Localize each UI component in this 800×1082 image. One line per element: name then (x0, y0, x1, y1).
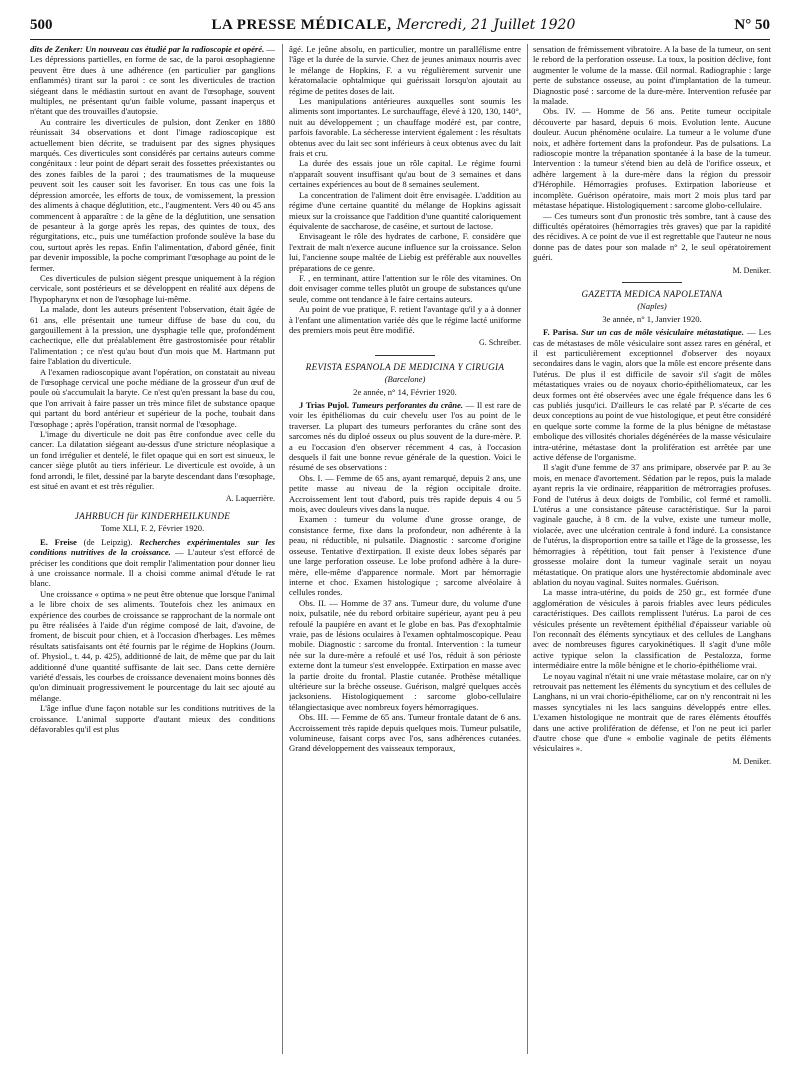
author-name: E. Freise (40, 536, 77, 547)
paragraph (30, 44, 275, 117)
section-divider (622, 282, 682, 283)
paragraph: Ces diverticules de pulsion siègent presque uniquement à la région cervicale, sont postérieurs et se développent en réalité aux dépens de l'hypopharynx et non de l'œsophage lui-même. (30, 272, 275, 304)
paragraph-text: — Il est rare de voir les épithéliomas du cuir chevelu user l'os au point de le traverser. La plupart des tumeurs perforantes du crâne sont des sarcomes nés du diploé osseux ou plus souvent de la dure-mère. P. a eu l'occasion d'en observer récemment 4 cas, à l'occasion desquels il fait une bonne revue générale de la question. Voici le résumé de ses observations : (289, 400, 521, 473)
paragraph: Il s'agit d'une femme de 37 ans primipare, observée par P. au 3e mois, en menace d'avortement. Sédation par le repos, puis la malade ayant repris la vie ordinaire, réapparition de métrorragies profuses. Fond de l'utérus à deux doigts de l'ombilic, col fermé et ramolli. L'utérus a une consistance pâteuse caractéristique. Sur la paroi vaginale gauche, à 8 cm. de la vulve, existe une tumeur molle, violacée, avec une ulcération centrale à fond induré. La consistance de l'utérus, la disproportion entre sa taille et l'âge de la grossesse, les hémorragies à répétition, tout fait penser à l'existence d'une grossesse molaire dont la tumeur vaginale serait un noyau métastatique. On pratique alors une hystérectomie abdominale avec ablation du noyau vaginal. Suites normales. Guérison. (533, 462, 771, 587)
header-rule (30, 39, 770, 40)
author-place: (de Leipzig). (76, 536, 140, 547)
column-divider (282, 44, 283, 1054)
article-title: Sur un cas de môle vésiculaire métastatique. (578, 327, 744, 338)
section-subtitle: 2e année, n° 14, Février 1920. (353, 386, 457, 397)
author-signature: M. Deniker. (732, 756, 771, 766)
paragraph: — Ces tumeurs sont d'un pronostic très sombre, tant à cause des difficultés opératoires (hémorragies très graves) que par la rapidité des récidives. A ce point de vue il est regrettable que l'auteur ne nous donne pas de dates pour son malade n° 2, le seul opératoirement guéri. (533, 210, 771, 263)
journal-title: LA PRESSE MÉDICALE, (211, 17, 392, 33)
paragraph: La durée des essais joue un rôle capital. Le régime fourni n'apparaît souvent insuffisant qu'au bout de 3 semaines et dans certaines expériences au bout de 8 semaines seulement. (289, 158, 521, 190)
paragraph: Le noyau vaginal n'était ni une vraie métastase molaire, car on n'y retrouvait pas nettement les éléments du syncytium et des cellules de Langhans, ni un vrai chorio-épithéliome, car on n'y rencontrait ni les masses syncytiales ni les lacs sanguins développés entre elles. L'examen histologique ne montrait que de rares éléments étouffés dans une active prolifération de défense, et l'on ne peut ici parler d'autre chose que d'une « embolie vaginale de petits éléments vésiculaires ». (533, 670, 771, 754)
paragraph: L'image du diverticule ne doit pas être confondue avec celle du cancer. La dilatation siégeant au-dessus d'une stricture néoplasique a un fond irrégulier et dentelé, le filet opaque qui en sort est sinueux, le cancer siège plutôt au tiers inférieur. Le diverticule est ovoïde, à un fond arrondi, le filet, dessiné par la baryte descendant dans l'œsophage, est situé en avant et est très régulier. (30, 429, 275, 492)
author-name: J Trias Pujol. (299, 400, 350, 410)
paragraph: La masse intra-utérine, du poids de 250 gr., est formée d'une agglomération de vésicules à parois friables avec leurs pédicules caractéristiques. Des caillots remplissent l'utérus. La paroi de ces vésicules présente un revêtement épithélial d'épaisseur variable où l'on reconnaît des éléments syncytiaux et des cellules de Langhans avec de nombreuses figures caryokinétiques. Il s'agit d'une môle active typique selon la classification de Pestalozza, forme intermédiaire entre la môle bénigne et le chorio-épithéliome vrai. (533, 587, 771, 671)
column-1 (30, 44, 275, 1064)
paragraph: Les manipulations antérieures auxquelles sont soumis les aliments sont importantes. Le surchauffage, élevé à 120, 130, 140°, nuit au développement ; un chauffage modéré est, par contre, parfois favorable. La sécheresse intervient également : les résultats obtenus avec du lait sec sont inférieurs à ceux obtenus avec du lait frais et cru. (289, 96, 521, 159)
paragraph: Obs. IV. — Homme de 56 ans. Petite tumeur occipitale découverte par hasard, depuis 6 mois. Evolution lente. Aucune douleur. Aucun phénomène oculaire. La tumeur a le volume d'une noix, et adhère fortement dans la profondeur. Pas de pulsations. La radioscopie montre la trépanation spontanée à la base de la tumeur. Intervention : la tumeur s'étend bien au delà de l'orifice osseux, et adhère largement à la dure-mère dans la région du pressoir d'Hérophile. Hémorragies profuses. Extirpation laborieuse et incomplète. Guérison opératoire, mais mort 2 mois plus tard par métastase hépatique. Histologiquement : sarcome globo-cellulaire. (533, 106, 771, 211)
section-subtitle: Tome XLI, F. 2, Février 1920. (100, 523, 205, 534)
paragraph (30, 537, 275, 589)
paragraph: La concentration de l'aliment doit être envisagée. L'addition au régime d'une certaine quantité du mélange de Hopkins agissait mieux sur la croissance que l'addition d'une quantité caloriquement équivalente de saccharose, de caséine, et surtout de lactose. (289, 189, 521, 231)
author-signature: A. Laquerrière. (225, 494, 275, 504)
section-title: JAHRBUCH für KINDERHEILKUNDE (74, 510, 231, 521)
paragraph: A l'examen radioscopique avant l'opération, on constatait au niveau de l'œsophage cervical une poche médiane de la grosseur d'un œuf de poule où s'accumulait la baryte. Ce n'est qu'en pressant la base du cou, que l'on arrivait à faire passer un très mince filet de substance opaque qui partant du bord antérieur et supérieur de la poche, toubait dans l'œsophage ; après l'opération, transit normal de l'œsophage. (30, 366, 275, 429)
paragraph-text: — Les dépressions partielles, en forme de sac, de la paroi œsophagienne peuvent être dues à une adhérence (en particulier par ganglions enflammés) tirant sur la paroi : ce sont les diverticules de traction siégeant dans le médiastin surtout en avant de l'œsophage, souvent multiples, ne présentant qu'un faible volume, passant inaperçus et n'étant que des trouvailles d'autopsie. (30, 44, 275, 117)
article-title: Tumeurs perforantes du crâne. (349, 400, 464, 410)
section-title: REVISTA ESPANOLA DE MEDICINA Y CIRUGIA (305, 361, 505, 372)
paragraph: Obs. II. — Homme de 37 ans. Tumeur dure, du volume d'une noix, pulsatile, née du rebord orbitaire supérieur, ayant peu à peu refoulé la paupière en avant et le globe en bas. Pas d'exophtalmie vraie, pas de lésions oculaires à l'examen ophtalmoscopique. Peau mobile. Diagnostic : sarcome du frontal. Intervention : la tumeur née sur la dure-mère a refoulé et usé l'os, réduit à son périoste externe dont la tumeur s'est enveloppée. Extirpation en masse avec la partie droite du frontal. Plastie cutanée. Prothèse métallique ultérieure sur la brèche osseuse. Guérison, malgré quelques accès jacksoniens. Histologiquement : sarcome globo-cellulaire télangiectasique avec nombreux foyers hémorragiques. (289, 597, 521, 712)
paragraph: Au point de vue pratique, F. retient l'avantage qu'il y a à donner à l'enfant une alimentation variée dès que le régime lacté uniforme des premiers mois peut être modifié. (289, 304, 521, 335)
paragraph: La malade, dont les auteurs présentent l'observation, était âgée de 61 ans, elle présentait une tumeur diffuse de base du cou, du gargouillement à la pression, une dysphagie telle que, profondément cachectique, elle dut préalablement être gastrostomisée pour rétablir l'alimentation ; ce n'est qu'au bout d'un mois que M. Hartmann put faire l'ablation du diverticule. (30, 304, 275, 367)
paragraph: F. , en terminant, attire l'attention sur le rôle des vitamines. On doit envisager comme telles plutôt un groupe de substances qu'une seule, comme ont tendance à le faire certains auteurs. (289, 272, 521, 304)
page-header (30, 14, 770, 36)
column-2 (289, 44, 521, 1064)
paragraph: Obs. III. — Femme de 65 ans. Tumeur frontale datant de 6 ans. Accroissement très rapide depuis quelques mois. Tumeur pulsatile, volumineuse, faisant corps avec l'os, sans adhérences cutanées. Grand développement des vaisseaux temporaux, (289, 712, 521, 754)
article-title: dits de Zenker: Un nouveau cas étudié par la radioscopie et opéré. (30, 44, 265, 54)
column-divider (527, 44, 528, 1054)
section-title: GAZETTA MEDICA NAPOLETANA (581, 288, 723, 299)
section-divider (375, 355, 435, 356)
section-city: (Naples) (637, 301, 667, 312)
author-signature: M. Deniker. (732, 265, 771, 275)
masthead (212, 14, 576, 34)
author-signature: G. Schreiber. (479, 338, 521, 348)
paragraph-text: — Les cas de métastases de môle vésiculaire sont assez rares en général, et il est particulièrement exceptionnel d'observer des noyaux secondaires dans le vagin, alors que la môle est encore présente dans l'utérus. De plus il est difficile de savoir s'il s'agit de môles métastatiques vraies ou de noyaux chorio-épithéliomateux, car les deux formes ont été observées avec une égale fréquence dans les 6 cas publiés jusqu'ici. D'ailleurs le cas relaté par P. s'écarte de ces deux conceptions au point de vue histologique, et peut être considéré en quelque sorte comme la forme de la plus bénigne de métastase embolique des villosités choriales dégénérées de la masse vésiculaire intra-utérine, métastase dont la prolifération est arrêtée par une active défense de l'organisme. (533, 327, 771, 463)
issue-date: Mercredi, 21 Juillet 1920 (396, 17, 576, 33)
paragraph (289, 400, 521, 473)
column-3 (533, 44, 771, 1064)
paragraph: Au contraire les diverticules de pulsion, dont Zenker en 1880 réunissait 34 observations et dont l'image radioscopique est actuellement bien décrite, se traduisent par des signes physiques marqués. Ces diverticules sont considérés par certains auteurs comme congénitaux : leur point de départ serait des fossettes préexistantes ou des zones faibles de la paroi ; des traumatismes de la muqueuse peuvent soit les causer soit les favoriser. En tous cas une fois la dépression amorcée, les efforts de toux, de vomissement, la pression des aliments à chaque déglutition, etc., l'augmentent. Vers 40 ou 45 ans commencent à apparaître : de la gêne de la déglutition, une sensation de pesanteur à la gorge après les repas, des quintes de toux, des régurgitations, etc., puis une tuméfaction profonde soulève la base du cou, surtout après les repas. Enfin l'alimentation, d'abord gênée, finit par devenir impossible, la poche comprimant l'œsophage au point de le fermer. (30, 116, 275, 273)
author-name: F. Parisa. (543, 327, 579, 338)
issue-number: N° 50 (734, 17, 770, 33)
paragraph (533, 327, 771, 462)
paragraph: L'âge influe d'une façon notable sur les conditions nutritives de la croissance. L'animal supporte d'autant mieux des conditions défavorables qu'il est plus (30, 703, 275, 734)
paragraph: Envisageant le rôle des hydrates de carbone, F. considère que l'extrait de malt n'exerce aucune influence sur la croissance. Selon lui, l'ancienne soupe maltée de Liebig est préférable aux nouvelles préparations de ce genre. (289, 231, 521, 273)
section-subtitle: 3e année, n° 1, Janvier 1920. (602, 313, 702, 324)
paragraph: Obs. I. — Femme de 65 ans, ayant remarqué, depuis 2 ans, une petite masse au niveau de la région occipitale droite. Accroissement lent tout d'abord, puis très rapide depuis 4 ou 5 mois, avec douleurs vives dans la nuque. (289, 472, 521, 515)
paragraph: sensation de frémissement vibratoire. A la base de la tumeur, on sent le rebord de la perforation osseuse. La toux, la position déclive, font augmenter le volume de la masse. Œil normal. Radiographie : large perte de substance osseuse, au point d'implantation de la tumeur. Diagnostic posé : sarcome de la dure-mère. Intervention refusée par la malade. (533, 44, 771, 107)
paragraph: Examen : tumeur du volume d'une grosse orange, de consistance ferme, fixe dans la profondeur, non adhérente à la peau, ni réductible, ni pulsatile. Diagnostic : sarcome d'origine osseuse. Tentative d'extirpation. Il existe deux lobes séparés par une large perforation osseuse. Le lobe profond adhère à la dure-mère, elle-même d'apparence normale. Mort par hémorragie interne et choc. Examen histologique ; sarcome alvéolaire à cellules rondes. (289, 514, 521, 598)
section-city: (Barcelone) (384, 374, 426, 385)
article-title: Recherches expérimentales sur les conditions nutritives de la croissance. (30, 536, 275, 558)
paragraph: Une croissance « optima » ne peut être obtenue que lorsque l'animal a le libre choix de ses aliments. Toutefois chez les animaux en expérience des courbes de croissance se rapprochant de la normale ont pu être réalisées à l'aide d'un régime composé de lait, d'avoine, de froment, de biscuit pour chien, et à l'occasion d'herbages. Les mêmes résultats satisfaisants ont été fournis par le régime de Hopkins (Journ. of. Physiol., t. 44, p. 425), additionné de lait, de même que par du lait additionné d'une quantité suffisante de lait sec. Dans cette dernière variété d'essais, les courbes de croissance devenaient moins bonnes dès qu'on diminuait progressivement le pourcentage du lait sec ajouté au mélange. (30, 588, 275, 703)
paragraph-text: — L'auteur s'est efforcé de préciser les conditions que doit remplir l'alimentation pour donner lieu à une croissance normale. Il a choisi comme animal d'étude le rat blanc. (30, 547, 275, 589)
paragraph: âgé. Le jeûne absolu, en particulier, montre un parallélisme entre l'âge et la durée de la survie. Chez de jeunes animaux nourris avec le mélange de Hopkins, F. a vu régulièrement survenir une kératomalacie ophtalmique qui guérissait lorsqu'on ajoutait au régime de petites doses de lait. (289, 44, 521, 96)
page-number: 500 (30, 17, 53, 33)
